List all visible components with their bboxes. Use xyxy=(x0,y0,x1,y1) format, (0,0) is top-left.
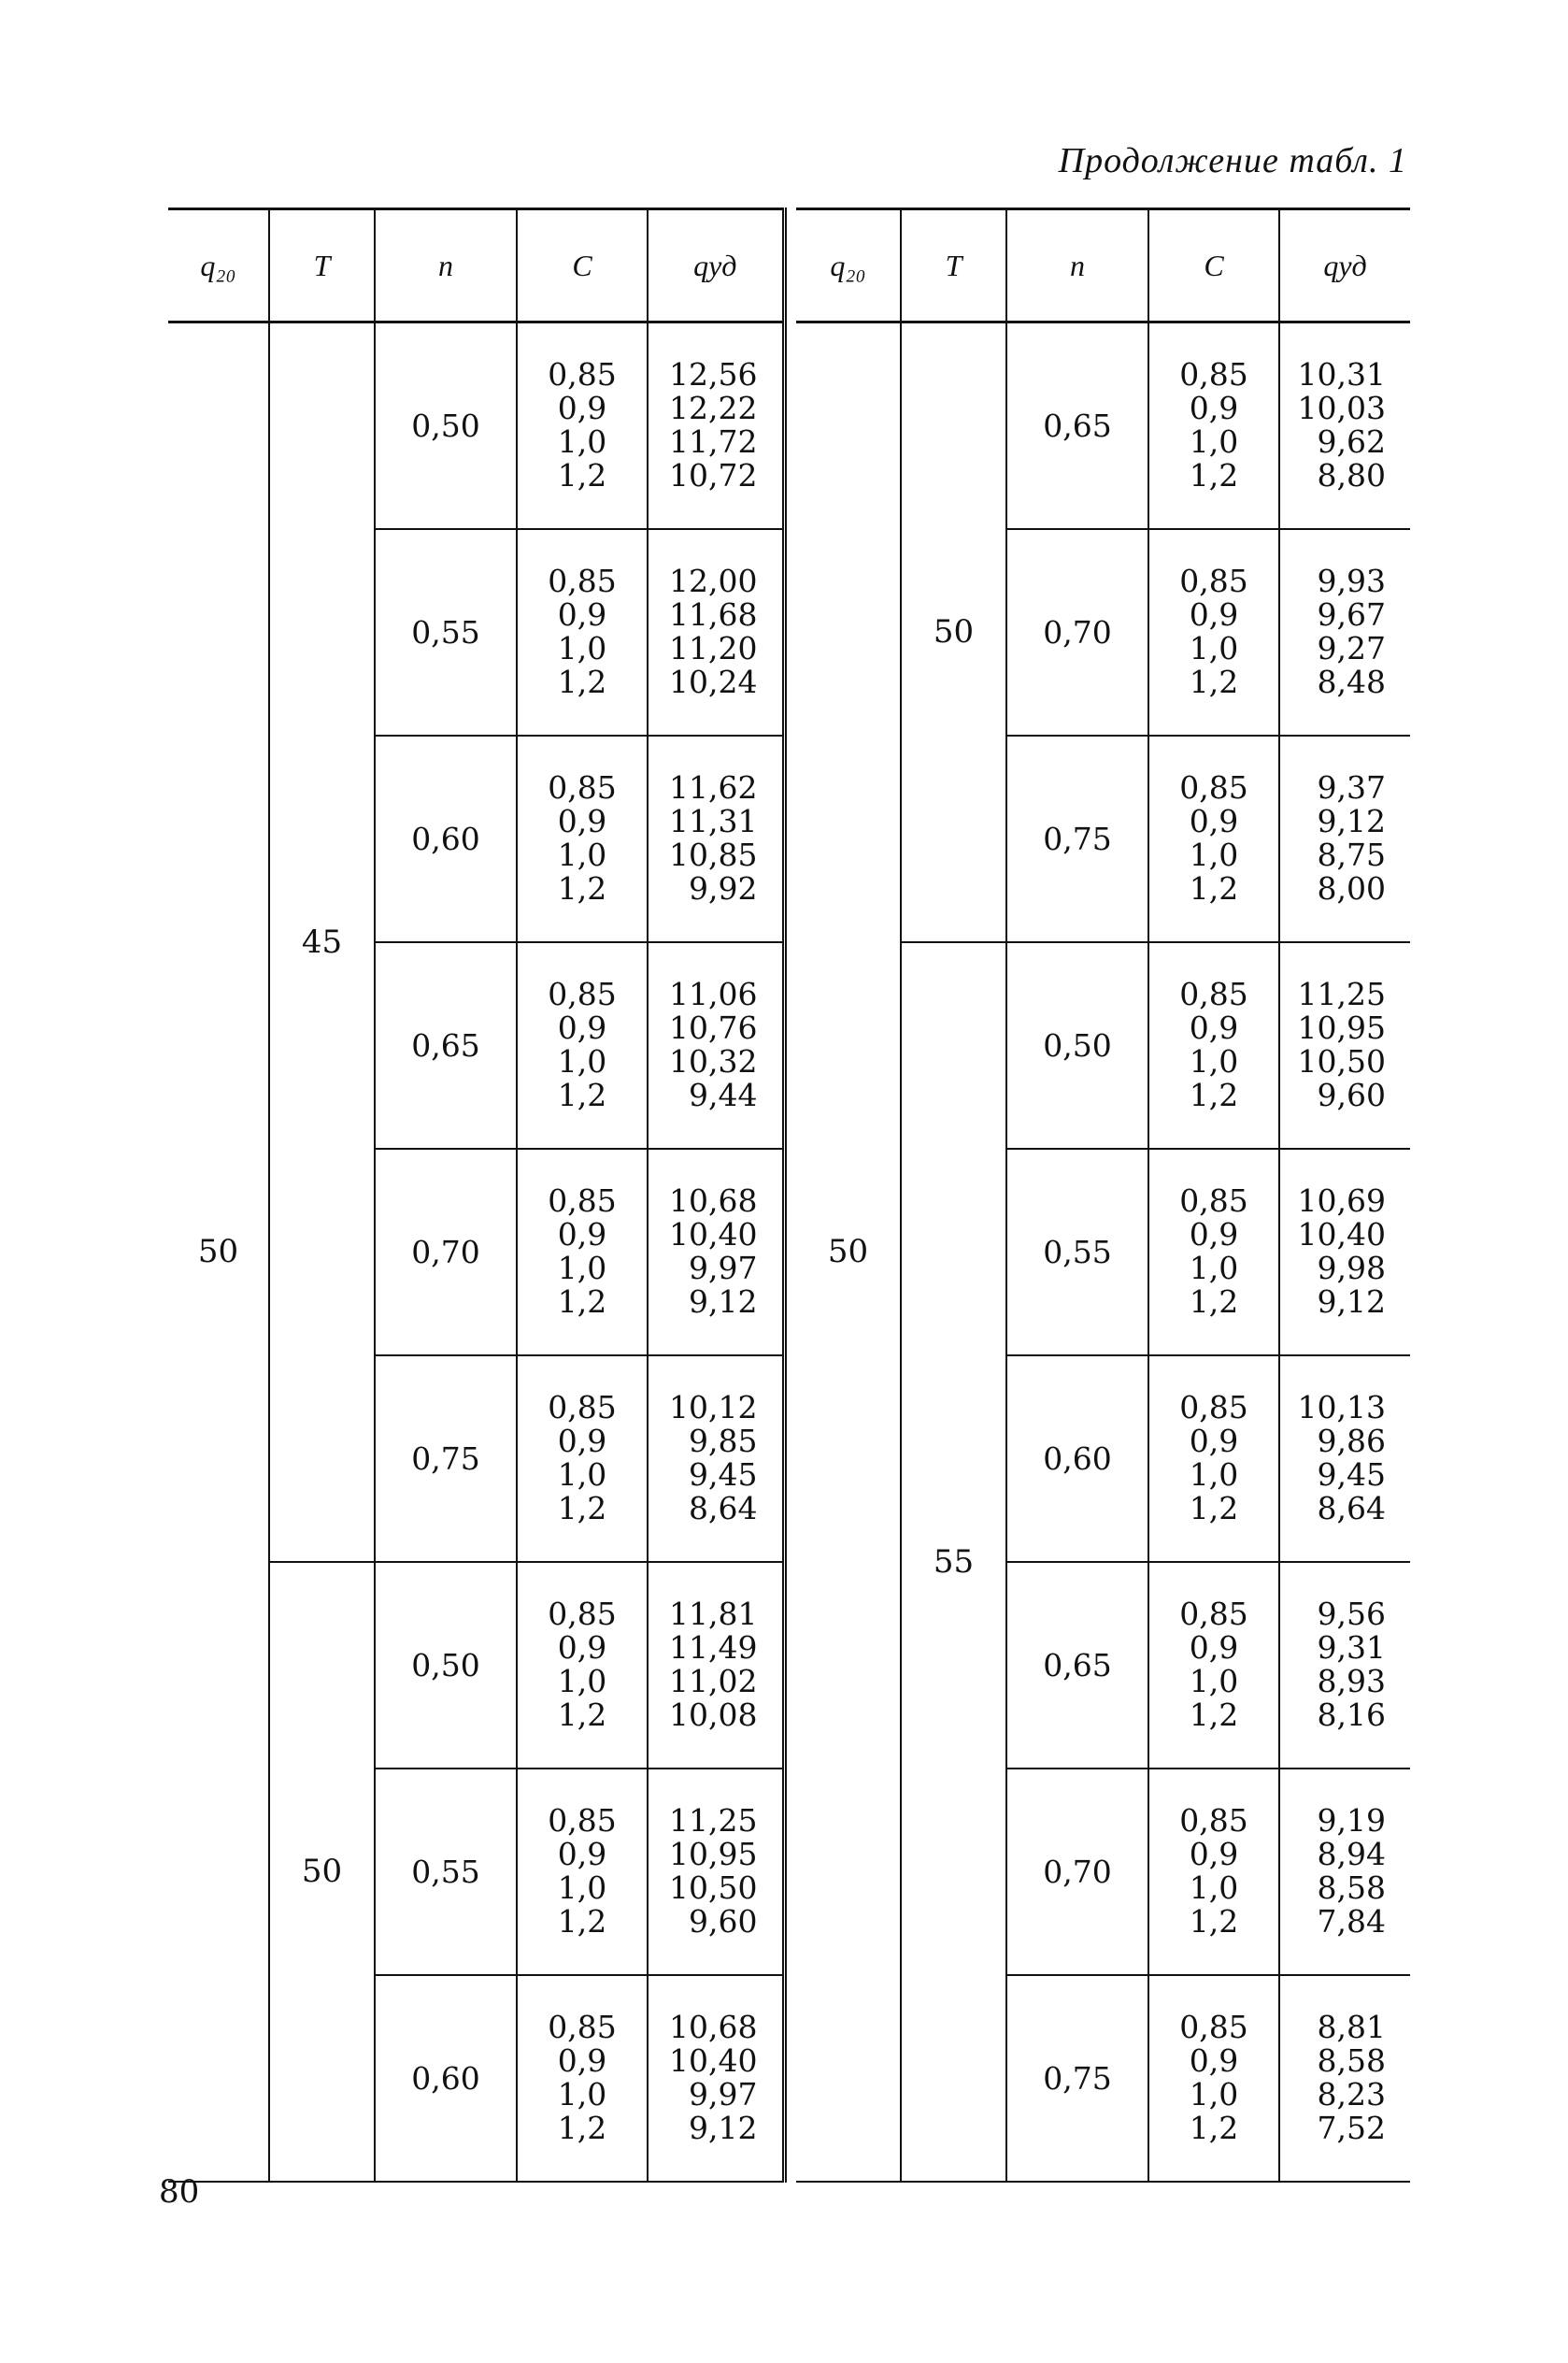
qud-values xyxy=(1279,942,1410,1149)
c-value: 1,0 xyxy=(1189,1043,1239,1080)
qud-value: 9,45 xyxy=(689,1456,758,1493)
header-c: C xyxy=(1148,209,1279,322)
n-value: 0,75 xyxy=(1006,736,1148,942)
header-n: n xyxy=(1006,209,1148,322)
t-group-value: 50 xyxy=(901,322,1006,942)
qud-value: 10,13 xyxy=(1297,1389,1386,1425)
qud-values xyxy=(648,322,784,529)
qud-value: 10,08 xyxy=(669,1697,758,1733)
page-number: 80 xyxy=(159,2173,200,2211)
c-value: 1,0 xyxy=(557,837,607,873)
table-right-half xyxy=(796,208,1410,2183)
table-body xyxy=(796,322,1410,2182)
c-value: 0,85 xyxy=(548,1389,617,1425)
header-n: n xyxy=(375,209,517,322)
c-values xyxy=(517,942,648,1149)
c-values xyxy=(1148,1975,1279,2182)
c-value: 1,0 xyxy=(557,423,607,461)
qud-value: 11,25 xyxy=(669,1802,758,1839)
c-value: 0,9 xyxy=(557,1629,607,1666)
n-value: 0,55 xyxy=(375,1769,517,1975)
c-value: 0,9 xyxy=(1189,1010,1239,1046)
c-values xyxy=(1148,529,1279,736)
c-value: 0,9 xyxy=(1189,596,1239,633)
qud-value: 8,48 xyxy=(1317,664,1386,700)
qud-value: 11,68 xyxy=(669,596,758,633)
c-value: 1,0 xyxy=(1189,837,1239,873)
c-value: 0,9 xyxy=(557,1010,607,1046)
c-value: 1,2 xyxy=(1189,1903,1239,1940)
c-value: 0,9 xyxy=(557,1836,607,1872)
qud-value: 9,97 xyxy=(689,1250,758,1286)
qud-values xyxy=(1279,1355,1410,1562)
c-values xyxy=(517,322,648,529)
c-value: 0,85 xyxy=(1179,563,1248,599)
c-values xyxy=(517,1355,648,1562)
c-values xyxy=(1148,322,1279,529)
qud-value: 8,23 xyxy=(1317,2076,1386,2112)
qud-value: 9,12 xyxy=(1317,1283,1386,1320)
qud-value: 11,25 xyxy=(1297,976,1386,1012)
c-value: 0,9 xyxy=(1189,1836,1239,1872)
qud-value: 9,67 xyxy=(1317,596,1386,633)
c-value: 1,2 xyxy=(557,1077,607,1113)
qud-value: 10,12 xyxy=(669,1389,758,1425)
table-left-half xyxy=(168,208,787,2183)
c-value: 0,85 xyxy=(1179,1389,1248,1425)
c-value: 0,85 xyxy=(1179,356,1248,394)
qud-values xyxy=(1279,322,1410,529)
qud-value: 11,81 xyxy=(669,1596,758,1632)
qud-value: 8,80 xyxy=(1317,457,1386,494)
n-value: 0,70 xyxy=(375,1149,517,1355)
c-values xyxy=(1148,1149,1279,1355)
qud-value: 8,93 xyxy=(1317,1663,1386,1699)
qud-value: 9,56 xyxy=(1317,1596,1386,1632)
n-value: 0,55 xyxy=(375,529,517,736)
c-value: 1,0 xyxy=(1189,2076,1239,2112)
qud-value: 9,60 xyxy=(1317,1077,1386,1113)
c-value: 1,0 xyxy=(557,1869,607,1906)
qud-value: 10,72 xyxy=(669,457,758,494)
qud-value: 9,60 xyxy=(689,1903,758,1940)
qud-value: 11,31 xyxy=(669,803,758,839)
c-value: 0,9 xyxy=(557,2042,607,2079)
q20-group-value: 50 xyxy=(168,322,269,2182)
qud-values xyxy=(1279,1149,1410,1355)
c-value: 0,85 xyxy=(548,1596,617,1632)
c-value: 1,2 xyxy=(557,2110,607,2146)
c-value: 1,2 xyxy=(557,870,607,907)
qud-values xyxy=(648,1975,784,2182)
qud-value: 10,69 xyxy=(1297,1182,1386,1219)
c-value: 1,2 xyxy=(1189,1283,1239,1320)
c-value: 1,2 xyxy=(1189,1697,1239,1733)
c-values xyxy=(517,1562,648,1769)
c-value: 1,2 xyxy=(1189,2110,1239,2146)
header-t: T xyxy=(269,209,375,322)
qud-value: 8,58 xyxy=(1317,1869,1386,1906)
c-value: 1,2 xyxy=(1189,664,1239,700)
c-value: 1,0 xyxy=(557,1043,607,1080)
c-values xyxy=(517,1149,648,1355)
qud-values xyxy=(648,529,784,736)
c-values xyxy=(1148,1769,1279,1975)
qud-value: 12,56 xyxy=(669,356,758,394)
c-value: 1,2 xyxy=(557,1903,607,1940)
qud-values xyxy=(1279,1562,1410,1769)
c-value: 0,9 xyxy=(557,596,607,633)
t-group-value: 50 xyxy=(269,1562,375,2182)
header-row xyxy=(796,209,1410,322)
qud-value: 9,19 xyxy=(1317,1802,1386,1839)
c-value: 1,2 xyxy=(1189,1490,1239,1526)
c-value: 0,9 xyxy=(1189,2042,1239,2079)
data-table xyxy=(796,208,1410,2183)
n-value: 0,50 xyxy=(1006,942,1148,1149)
qud-value: 10,50 xyxy=(669,1869,758,1906)
c-value: 1,0 xyxy=(1189,1250,1239,1286)
c-value: 0,9 xyxy=(557,1216,607,1253)
table-body xyxy=(168,322,784,2182)
c-value: 0,85 xyxy=(1179,976,1248,1012)
c-value: 0,9 xyxy=(557,803,607,839)
qud-values xyxy=(648,1562,784,1769)
qud-value: 9,37 xyxy=(1317,769,1386,806)
c-value: 0,9 xyxy=(1189,1423,1239,1459)
c-values xyxy=(517,1975,648,2182)
c-value: 0,85 xyxy=(548,563,617,599)
t-group-value: 45 xyxy=(269,322,375,1562)
data-table xyxy=(168,208,787,2183)
qud-value: 9,44 xyxy=(689,1077,758,1113)
c-values xyxy=(517,736,648,942)
c-values xyxy=(517,1769,648,1975)
qud-value: 10,95 xyxy=(669,1836,758,1872)
c-value: 0,85 xyxy=(548,356,617,394)
qud-value: 9,31 xyxy=(1317,1629,1386,1666)
qud-value: 8,75 xyxy=(1317,837,1386,873)
qud-value: 10,32 xyxy=(669,1043,758,1080)
table-row xyxy=(168,322,784,529)
c-value: 1,0 xyxy=(557,630,607,666)
qud-values xyxy=(648,1355,784,1562)
c-value: 0,9 xyxy=(1189,1629,1239,1666)
qud-value: 9,62 xyxy=(1317,423,1386,461)
qud-values xyxy=(648,942,784,1149)
c-value: 1,0 xyxy=(1189,630,1239,666)
c-values xyxy=(1148,736,1279,942)
qud-value: 8,00 xyxy=(1317,870,1386,907)
qud-value: 10,24 xyxy=(669,664,758,700)
c-value: 1,0 xyxy=(557,1663,607,1699)
c-value: 0,85 xyxy=(1179,1596,1248,1632)
c-value: 0,9 xyxy=(1189,390,1239,427)
c-value: 0,85 xyxy=(548,2009,617,2045)
c-values xyxy=(1148,1562,1279,1769)
qud-value: 7,52 xyxy=(1317,2110,1386,2146)
c-value: 0,9 xyxy=(1189,1216,1239,1253)
c-value: 1,2 xyxy=(557,1697,607,1733)
c-value: 0,9 xyxy=(1189,803,1239,839)
c-value: 0,85 xyxy=(548,976,617,1012)
n-value: 0,60 xyxy=(375,1975,517,2182)
qud-value: 11,49 xyxy=(669,1629,758,1666)
qud-value: 9,12 xyxy=(689,1283,758,1320)
c-value: 0,9 xyxy=(557,1423,607,1459)
n-value: 0,50 xyxy=(375,322,517,529)
header-c: C xyxy=(517,209,648,322)
qud-values xyxy=(1279,736,1410,942)
n-value: 0,65 xyxy=(1006,1562,1148,1769)
c-value: 1,0 xyxy=(1189,1456,1239,1493)
header-q20: q₂₀ xyxy=(168,209,269,322)
c-value: 0,9 xyxy=(557,390,607,427)
table-row xyxy=(796,322,1410,529)
c-values xyxy=(1148,1355,1279,1562)
c-value: 0,85 xyxy=(1179,769,1248,806)
qud-value: 12,00 xyxy=(669,563,758,599)
c-value: 0,85 xyxy=(1179,2009,1248,2045)
qud-value: 8,64 xyxy=(1317,1490,1386,1526)
header-q20: q₂₀ xyxy=(796,209,901,322)
qud-value: 10,40 xyxy=(669,1216,758,1253)
qud-value: 8,64 xyxy=(689,1490,758,1526)
qud-value: 9,93 xyxy=(1317,563,1386,599)
qud-value: 8,58 xyxy=(1317,2042,1386,2079)
qud-value: 9,98 xyxy=(1317,1250,1386,1286)
n-value: 0,60 xyxy=(375,736,517,942)
qud-value: 9,85 xyxy=(689,1423,758,1459)
c-value: 1,0 xyxy=(557,2076,607,2112)
qud-value: 12,22 xyxy=(669,390,758,427)
qud-value: 11,06 xyxy=(669,976,758,1012)
qud-value: 10,68 xyxy=(669,2009,758,2045)
c-value: 1,0 xyxy=(557,1456,607,1493)
qud-value: 11,72 xyxy=(669,423,758,461)
n-value: 0,75 xyxy=(1006,1975,1148,2182)
n-value: 0,65 xyxy=(1006,322,1148,529)
c-value: 1,0 xyxy=(1189,1663,1239,1699)
c-value: 1,2 xyxy=(557,457,607,494)
qud-value: 11,20 xyxy=(669,630,758,666)
qud-value: 10,76 xyxy=(669,1010,758,1046)
n-value: 0,75 xyxy=(375,1355,517,1562)
qud-value: 8,94 xyxy=(1317,1836,1386,1872)
c-value: 1,0 xyxy=(1189,1869,1239,1906)
qud-value: 10,95 xyxy=(1297,1010,1386,1046)
qud-value: 9,27 xyxy=(1317,630,1386,666)
header-t: T xyxy=(901,209,1006,322)
qud-value: 8,16 xyxy=(1317,1697,1386,1733)
n-value: 0,70 xyxy=(1006,529,1148,736)
table-continuation-caption: Продолжение табл. 1 xyxy=(1058,141,1407,180)
c-value: 0,85 xyxy=(1179,1802,1248,1839)
qud-values xyxy=(648,1769,784,1975)
qud-value: 9,92 xyxy=(689,870,758,907)
c-value: 1,0 xyxy=(1189,423,1239,461)
qud-values xyxy=(648,736,784,942)
c-value: 1,2 xyxy=(1189,870,1239,907)
c-values xyxy=(1148,942,1279,1149)
header-qud: qуд xyxy=(648,209,784,322)
c-values xyxy=(517,529,648,736)
n-value: 0,65 xyxy=(375,942,517,1149)
c-value: 0,85 xyxy=(548,769,617,806)
qud-value: 10,03 xyxy=(1297,390,1386,427)
c-value: 1,2 xyxy=(1189,457,1239,494)
qud-value: 10,68 xyxy=(669,1182,758,1219)
qud-value: 10,85 xyxy=(669,837,758,873)
qud-value: 11,62 xyxy=(669,769,758,806)
c-value: 1,2 xyxy=(557,664,607,700)
n-value: 0,55 xyxy=(1006,1149,1148,1355)
qud-value: 10,31 xyxy=(1297,356,1386,394)
qud-value: 9,12 xyxy=(1317,803,1386,839)
qud-values xyxy=(1279,1975,1410,2182)
c-value: 0,85 xyxy=(548,1182,617,1219)
qud-value: 9,12 xyxy=(689,2110,758,2146)
c-value: 1,0 xyxy=(557,1250,607,1286)
c-value: 0,85 xyxy=(1179,1182,1248,1219)
header-row xyxy=(168,209,784,322)
qud-value: 9,45 xyxy=(1317,1456,1386,1493)
t-group-value: 55 xyxy=(901,942,1006,2182)
qud-values xyxy=(1279,1769,1410,1975)
n-value: 0,70 xyxy=(1006,1769,1148,1975)
qud-value: 9,97 xyxy=(689,2076,758,2112)
q20-group-value: 50 xyxy=(796,322,901,2182)
c-value: 1,2 xyxy=(1189,1077,1239,1113)
header-qud: qуд xyxy=(1279,209,1410,322)
n-value: 0,60 xyxy=(1006,1355,1148,1562)
qud-values xyxy=(1279,529,1410,736)
c-value: 1,2 xyxy=(557,1283,607,1320)
c-value: 0,85 xyxy=(548,1802,617,1839)
c-value: 1,2 xyxy=(557,1490,607,1526)
qud-value: 10,50 xyxy=(1297,1043,1386,1080)
qud-value: 7,84 xyxy=(1317,1903,1386,1940)
qud-value: 9,86 xyxy=(1317,1423,1386,1459)
qud-value: 10,40 xyxy=(669,2042,758,2079)
n-value: 0,50 xyxy=(375,1562,517,1769)
qud-values xyxy=(648,1149,784,1355)
qud-value: 8,81 xyxy=(1317,2009,1386,2045)
qud-value: 10,40 xyxy=(1297,1216,1386,1253)
qud-value: 11,02 xyxy=(669,1663,758,1699)
